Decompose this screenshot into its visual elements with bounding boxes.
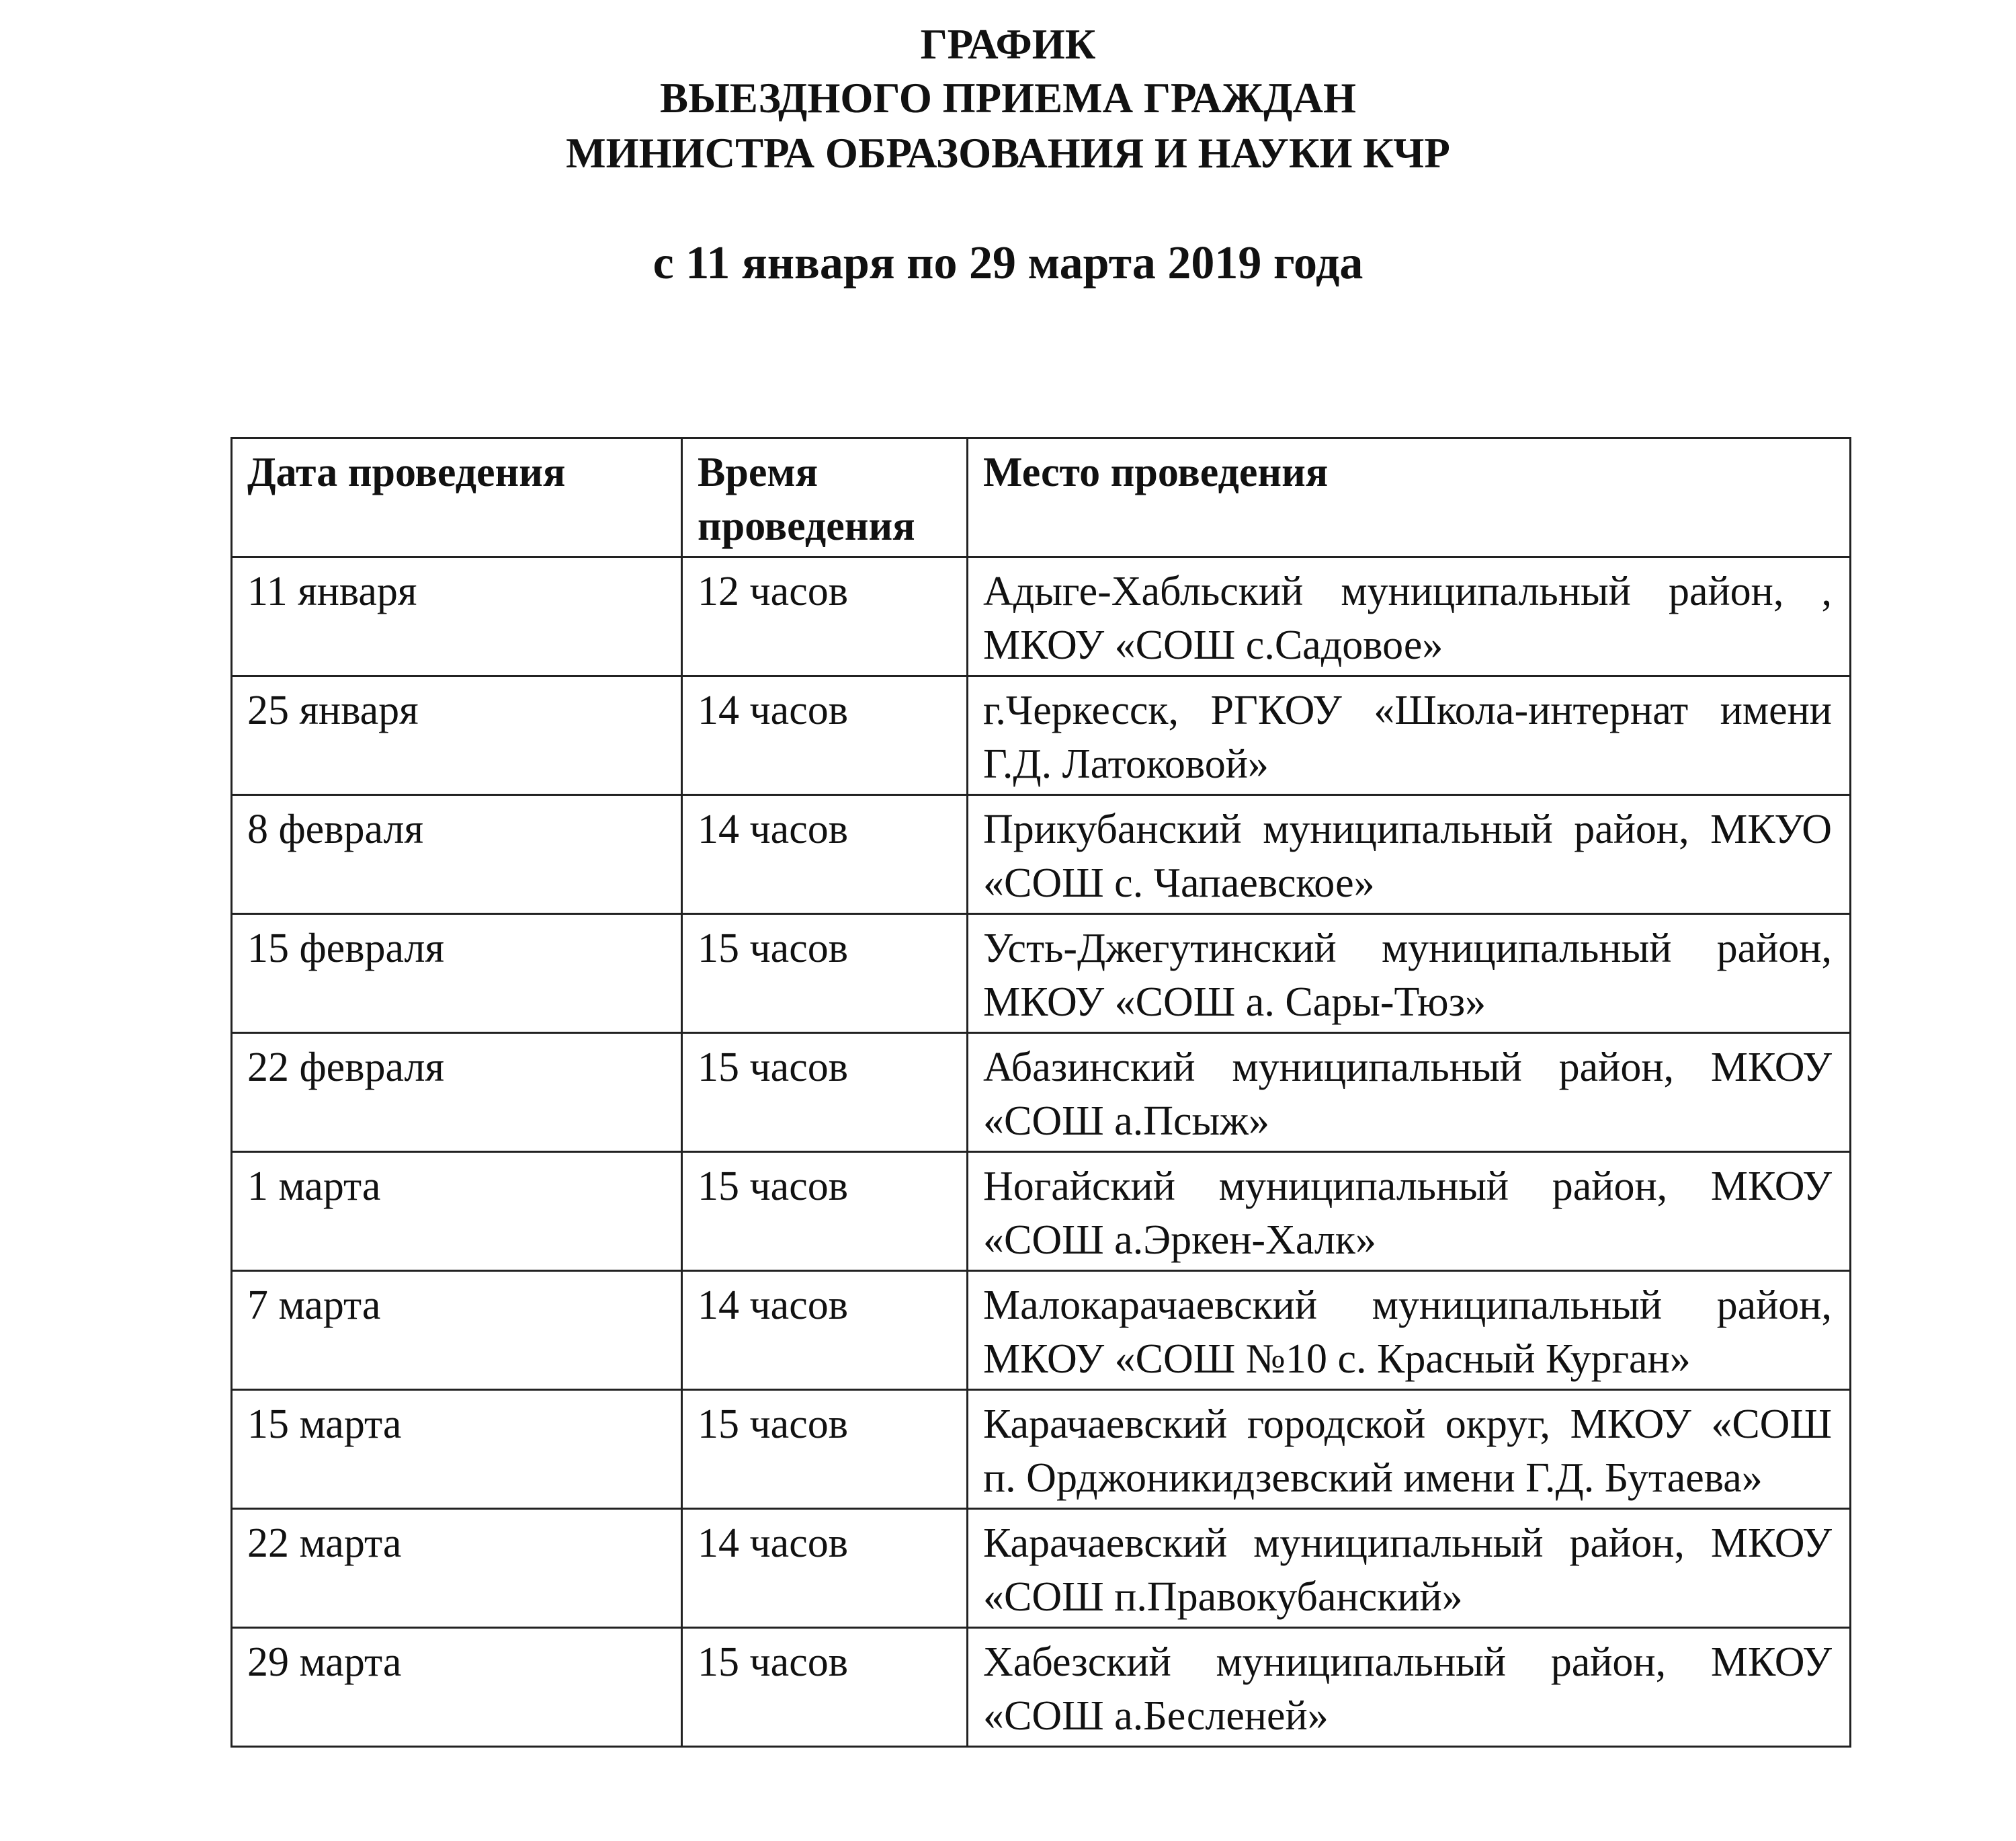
table-row xyxy=(232,1390,1851,1509)
table-row xyxy=(232,1033,1851,1152)
place-cell: Хабезский муниципальный район, МКОУ «СОШ а.Бесленей» xyxy=(968,1628,1851,1747)
place-cell: Адыге-Хабльский муниципальный район, , МКОУ «СОШ с.Садовое» xyxy=(968,557,1851,676)
table-row xyxy=(232,1271,1851,1390)
place-cell: г.Черкесск, РГКОУ «Школа-интернат имени Г.Д. Латоковой» xyxy=(968,676,1851,795)
title-line-2: ВЫЕЗДНОГО ПРИЕМА ГРАЖДАН xyxy=(659,75,1357,122)
time-cell: 15 часов xyxy=(682,1033,968,1152)
table-row xyxy=(232,557,1851,676)
time-cell: 14 часов xyxy=(682,1271,968,1390)
date-cell: 7 марта xyxy=(232,1271,682,1390)
column-header-place: Место проведения xyxy=(968,438,1851,557)
column-header-date: Дата проведения xyxy=(232,438,682,557)
place-cell: Абазинский муниципальный район, МКОУ «СОШ а.Псыж» xyxy=(968,1033,1851,1152)
time-cell: 15 часов xyxy=(682,1628,968,1747)
date-cell: 29 марта xyxy=(232,1628,682,1747)
table-row xyxy=(232,1152,1851,1271)
title-line-3: МИНИСТРА ОБРАЗОВАНИЯ И НАУКИ КЧР xyxy=(566,130,1450,177)
table-row xyxy=(232,1509,1851,1628)
time-cell: 15 часов xyxy=(682,914,968,1033)
place-cell: Карачаевский городской округ, МКОУ «СОШ п. Орджоникидзевский имени Г.Д. Бутаева» xyxy=(968,1390,1851,1509)
column-header-time: Время проведения xyxy=(682,438,968,557)
time-cell: 12 часов xyxy=(682,557,968,676)
table-row xyxy=(232,676,1851,795)
place-cell: Усть-Джегутинский муниципальный район, МКОУ «СОШ а. Сары-Тюз» xyxy=(968,914,1851,1033)
time-cell: 14 часов xyxy=(682,1509,968,1628)
title-line-1: ГРАФИК xyxy=(920,21,1096,68)
time-cell: 15 часов xyxy=(682,1152,968,1271)
schedule-table xyxy=(230,437,1851,1748)
place-cell: Карачаевский муниципальный район, МКОУ «СОШ п.Правокубанский» xyxy=(968,1509,1851,1628)
date-cell: 1 марта xyxy=(232,1152,682,1271)
place-cell: Прикубанский муниципальный район, МКУО «СОШ с. Чапаевское» xyxy=(968,795,1851,914)
date-cell: 22 февраля xyxy=(232,1033,682,1152)
date-cell: 15 марта xyxy=(232,1390,682,1509)
table-row xyxy=(232,795,1851,914)
table-row xyxy=(232,1628,1851,1747)
table-row xyxy=(232,914,1851,1033)
place-cell: Ногайский муниципальный район, МКОУ «СОШ а.Эркен-Халк» xyxy=(968,1152,1851,1271)
schedule-period: с 11 января по 29 марта 2019 года xyxy=(653,237,1363,289)
time-cell: 14 часов xyxy=(682,676,968,795)
date-cell: 11 января xyxy=(232,557,682,676)
table-header-row xyxy=(232,438,1851,557)
date-cell: 25 января xyxy=(232,676,682,795)
place-cell: Малокарачаевский муниципальный район, МКОУ «СОШ №10 с. Красный Курган» xyxy=(968,1271,1851,1390)
date-cell: 15 февраля xyxy=(232,914,682,1033)
date-cell: 8 февраля xyxy=(232,795,682,914)
date-cell: 22 марта xyxy=(232,1509,682,1628)
time-cell: 14 часов xyxy=(682,795,968,914)
time-cell: 15 часов xyxy=(682,1390,968,1509)
